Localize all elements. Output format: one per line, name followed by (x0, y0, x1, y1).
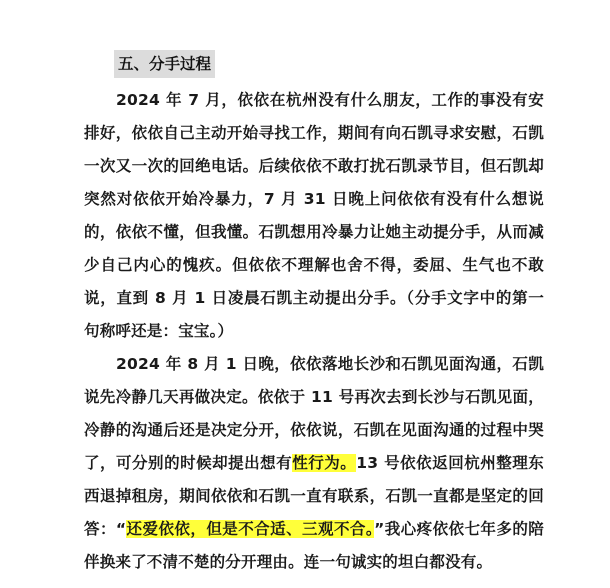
paragraph-2-part-1: 2024 年 8 月 1 日晚，依依落地长沙和石凯见面沟通，石凯说先冷静几天再做决定。依依于 11 号再次去到长沙与石凯见面，冷静的沟通后还是决定分开，依依说，石凯在见面沟通的过程中哭了，可分别的时候却提出想有 (84, 355, 544, 472)
paragraph-1: 2024 年 7 月，依依在杭州没有什么朋友，工作的事没有安排好，依依自己主动开始寻找工作，期间有向石凯寻求安慰，石凯一次又一次的回绝电话。后续依依不敢打扰石凯录节目，但石凯却突然对依依开始冷暴力，7 月 31 日晚上问依依有没有什么想说的，依依不懂，但我懂。石凯想用冷暴力让她主动提分手，从而减少自己内心的愧疚。但依依不理解也舍不得，委屈、生气也不敢说，直到 8 月 1 日凌晨石凯主动提出分手。（分手文字中的第一句称呼还是：宝宝。） (84, 91, 544, 340)
highlight-text-1: 性行为。 (292, 454, 357, 472)
section-heading: 五、分手过程 (114, 50, 215, 78)
document-body (84, 84, 544, 579)
highlight-text-2: 还爱依依，但是不合适、三观不合。 (126, 520, 375, 538)
paragraph-2 (84, 348, 544, 579)
paragraph-2-part-2: 13 号依依返回杭州整理东西退掉租房，期间依依和石凯一直有联系，石凯一直都是坚定的回答：“ (84, 454, 544, 538)
paragraph-2-part-3: ”我心疼依依七年多的陪伴换来了不清不楚的分开理由。连一句诚实的坦白都没有。 (84, 520, 544, 571)
